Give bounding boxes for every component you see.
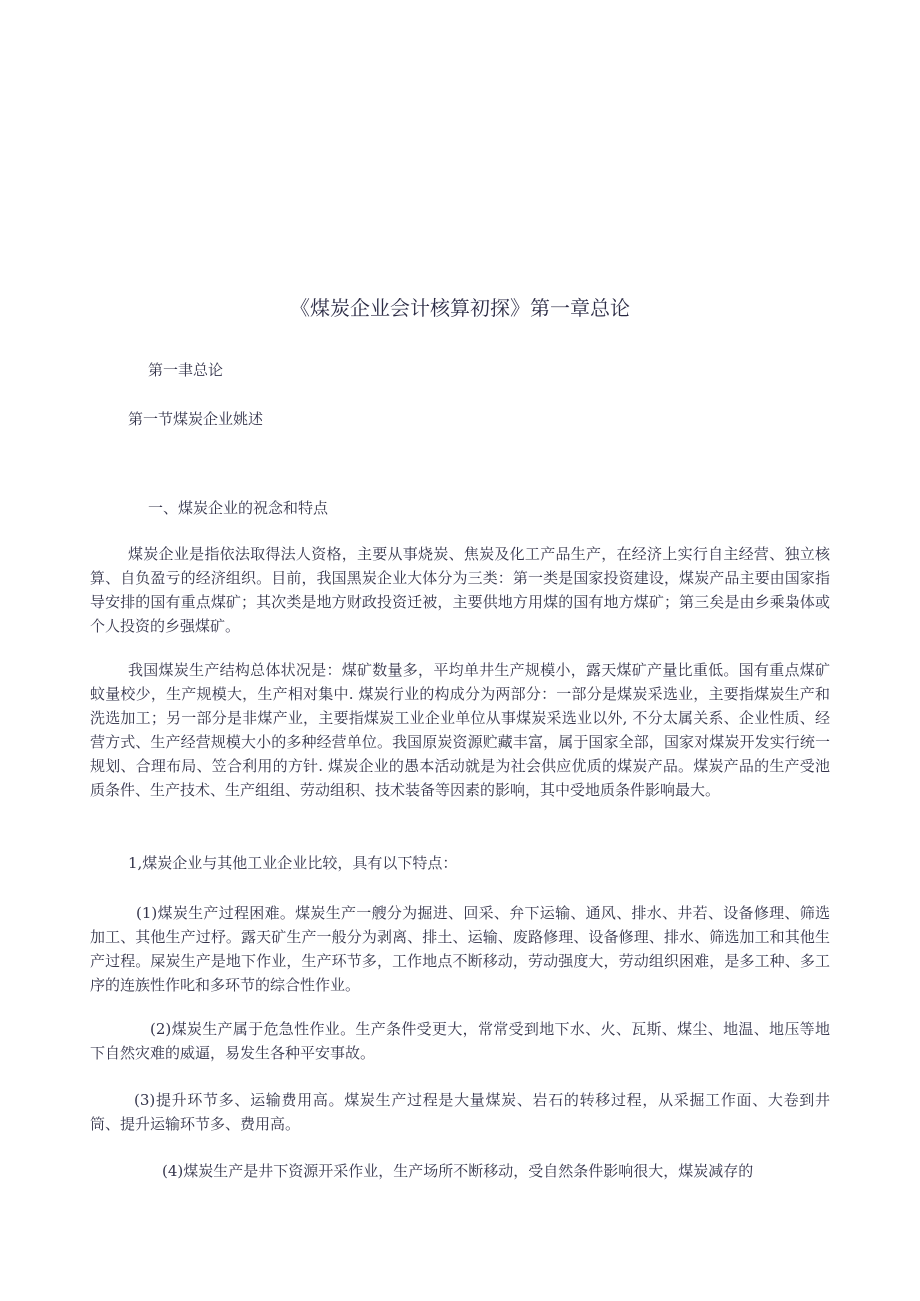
section-heading: 第一节煤炭企业姚述 — [128, 410, 264, 428]
chapter-heading: 第一聿总论 — [148, 361, 224, 379]
paragraph: (3)提升环节多、运输费用高。煤炭生产过程是大量煤炭、岩石的转移过程，从采掘工作面、大卷到井筒、提升运输环节多、费用高。 — [90, 1091, 830, 1133]
paragraph: (1)煤炭生产过程困难。煤炭生产一艘分为掘进、回采、弁下运输、通风、排水、井若、设备修理、筛选加工、其他生产过杼。露天矿生产一般分为剥离、排土、运输、废路修理、设备修理、排水、筛选加工和其他生产过程。屎炭生产是地下作业，生产环节多，工作地点不断移动，劳动强度大，劳动组织困难，是多工种、多工序的连族性作叱和多环节的综合性作业。 — [90, 904, 830, 994]
subsection-heading: 一、煤炭企业的祝念和特点 — [148, 499, 329, 517]
paragraph: (2)煤炭生产属于危急性作业。生产条件受更大，常常受到地下水、火、瓦斯、煤尘、地温、地压等地下自然灾难的威逼，易发生各种平安事故。 — [90, 1020, 830, 1062]
paragraph: (4)煤炭生产是井下资源开采作业，生产场所不断移动，受自然条件影响很大，煤炭减存的 — [162, 1162, 754, 1180]
paragraph: 煤炭企业是指依法取得法人资格，主要从事烧炭、焦炭及化工产品生产，在经济上实行自主经营、独立核算、自负盈亏的经济组织。目前，我国黑炭企业大体分为三类：第一类是国家投资建设，煤炭产品主要由国家指导安排的国有重点煤矿；其次类是地方财政投资迁被，主要供地方用煤的国有地方煤矿；第三矣是由乡乘枭体或个人投资的乡强煤矿。 — [90, 545, 830, 635]
document-title: 《煤炭企业会计核算初探》第一章总论 — [290, 298, 630, 320]
paragraph: 我国煤炭生产结构总体状况是：煤矿数量多，平均单井生产规模小，露天煤矿产量比重低。国有重点煤矿蚊量校少，生产规模大，生产相对集中. 煤炭行业的构成分为两部分：一部分是煤炭采选业，主要指煤炭生产和洗选加工；另一部分是非煤产业，主要指煤炭工业企业单位从事煤炭采选业以外, 不分太属关系、企业性质、经营方式、生产经营规模大小的多种经营单位。我国原炭资源贮藏丰富，属于国家全部，国家对煤炭开发实行统一规划、合理布局、笠合利用的方针. 煤炭企业的愚本活动就是为社会供应优质的煤炭产品。煤炭产品的生产受池质条件、生产技术、生产组组、劳动组积、技术装备等因素的影响，其中受地质条件影响最大。 — [90, 661, 830, 799]
paragraph: 1,煤炭企业与其他工业企业比较，具有以下特点： — [128, 854, 458, 872]
